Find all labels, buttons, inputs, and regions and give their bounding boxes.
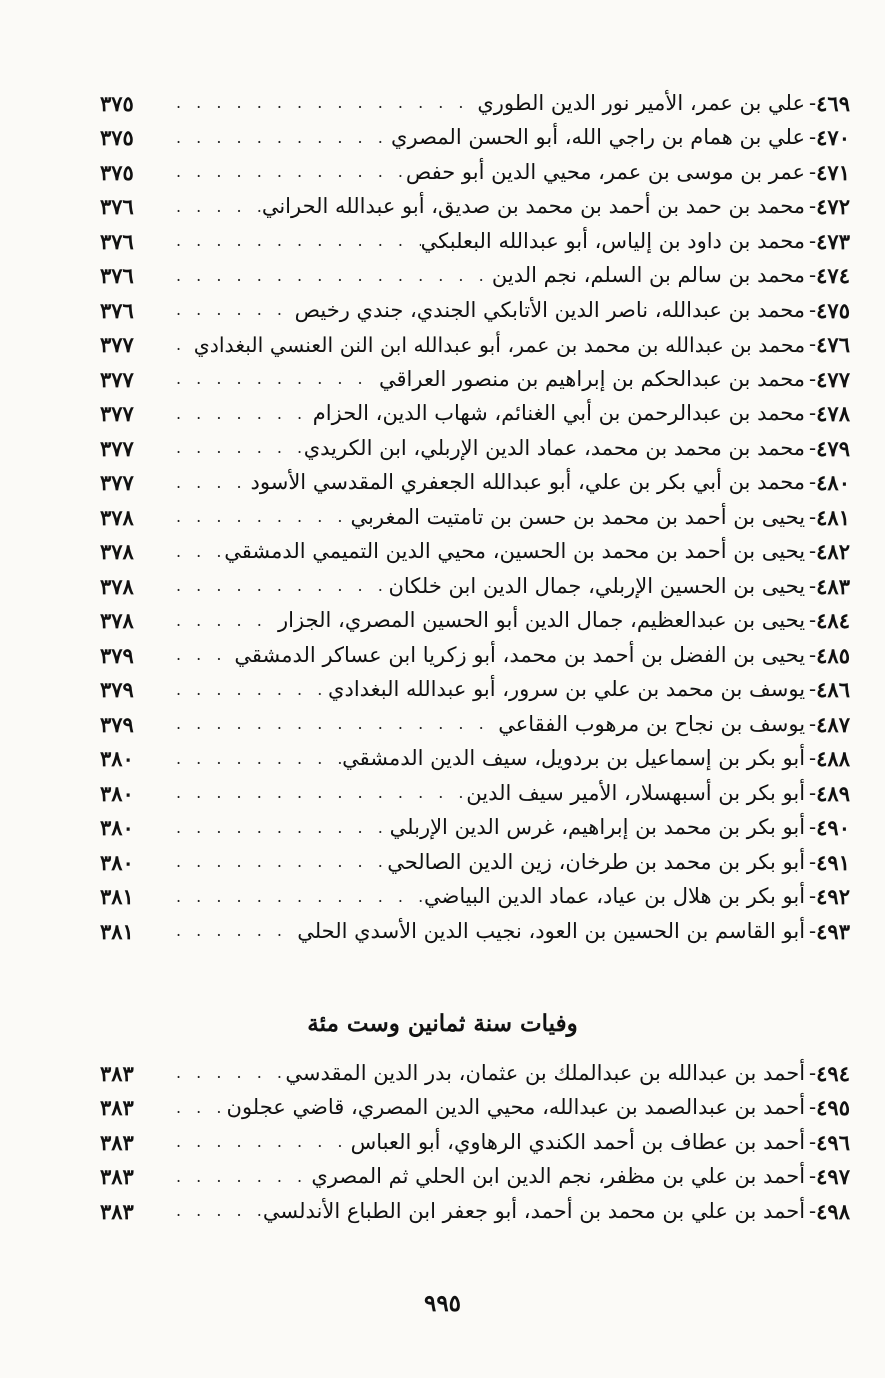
entry-number: ٤٨٨	[816, 746, 850, 772]
dot-leader	[170, 233, 421, 249]
dot-leader	[170, 475, 251, 491]
entry-title: أحمد بن عطاف بن أحمد الكندي الرهاوي، أبو العباس	[350, 1129, 806, 1154]
entry-dash: -	[809, 1164, 817, 1189]
entry-title: محمد بن عبدالحكم بن إبراهيم بن منصور العراقي	[379, 366, 806, 391]
entry-page-ref: ٣٧٩	[100, 677, 134, 703]
entry-page-ref: ٣٧٨	[100, 539, 134, 565]
entry-title: أحمد بن علي بن محمد بن أحمد، أبو جعفر ابن الطباع الأندلسي	[262, 1198, 806, 1223]
entry-title: محمد بن عبدالله، ناصر الدين الأتابكي الجندي، جندي رخيص	[294, 297, 806, 322]
toc-entry	[100, 293, 850, 328]
toc-entry	[100, 811, 850, 846]
toc-entry	[100, 86, 850, 121]
toc-entry	[100, 431, 850, 466]
dot-leader	[170, 164, 406, 180]
entry-title: علي بن همام بن راجي الله، أبو الحسن المصري	[391, 125, 806, 150]
entry-page-ref: ٣٨٠	[100, 746, 134, 772]
toc-entry	[100, 776, 850, 811]
entry-title: يحيى بن أحمد بن محمد بن الحسين، محيي الدين التميمي الدمشقي	[224, 539, 806, 564]
dot-leader	[170, 1065, 285, 1081]
entry-title: محمد بن حمد بن أحمد بن محمد بن صديق، أبو عبدالله الحراني	[261, 194, 806, 219]
entry-dash: -	[809, 125, 817, 150]
dot-leader	[170, 544, 224, 560]
dot-leader	[170, 1169, 311, 1185]
entry-page-ref: ٣٧٦	[100, 194, 134, 220]
entry-title: يوسف بن محمد بن علي بن سرور، أبو عبدالله البغدادي	[328, 677, 806, 702]
entry-page-ref: ٣٨١	[100, 918, 134, 944]
entry-page-ref: ٣٧٦	[100, 297, 134, 323]
entry-number: ٤٧١	[816, 159, 850, 185]
entry-page-ref: ٣٧٧	[100, 366, 134, 392]
toc-entry	[100, 1056, 850, 1091]
toc-entry	[100, 604, 850, 639]
entry-title: محمد بن أبي بكر بن علي، أبو عبدالله الجعفري المقدسي الأسود	[250, 470, 806, 495]
entry-title: محمد بن سالم بن السلم، نجم الدين	[491, 263, 806, 288]
entry-number: ٤٧٩	[816, 435, 850, 461]
entry-number: ٤٩٤	[816, 1060, 850, 1086]
entry-page-ref: ٣٧٥	[100, 159, 134, 185]
entry-page-ref: ٣٨٣	[100, 1198, 134, 1224]
entry-dash: -	[809, 194, 817, 219]
dot-leader	[170, 268, 492, 284]
dot-leader	[170, 509, 351, 525]
entry-number: ٤٨٣	[816, 573, 850, 599]
dot-leader	[170, 337, 194, 353]
entry-dash: -	[809, 401, 817, 426]
dot-leader	[170, 923, 297, 939]
dot-leader	[170, 1134, 351, 1150]
entry-dash: -	[809, 539, 817, 564]
entry-number: ٤٩٦	[816, 1129, 850, 1155]
entry-page-ref: ٣٧٧	[100, 401, 134, 427]
entry-title: أبو القاسم بن الحسين بن العود، نجيب الدين الأسدي الحلي	[297, 918, 806, 943]
entry-dash: -	[809, 608, 817, 633]
entry-title: يحيى بن أحمد بن محمد بن حسن بن تامتيت المغربي	[350, 504, 806, 529]
entry-number: ٤٨٦	[816, 677, 850, 703]
entry-title: أبو بكر بن هلال بن عياد، عماد الدين البياضي	[424, 884, 806, 909]
entry-dash: -	[809, 677, 817, 702]
toc-list-part1	[100, 86, 850, 949]
entry-dash: -	[809, 366, 817, 391]
dot-leader	[170, 130, 391, 146]
entry-title: يحيى بن عبدالعظيم، جمال الدين أبو الحسين المصري، الجزار	[278, 608, 806, 633]
dot-leader	[170, 785, 466, 801]
dot-leader	[170, 1100, 227, 1116]
entry-page-ref: ٣٨٠	[100, 780, 134, 806]
entry-page-ref: ٣٧٦	[100, 228, 134, 254]
toc-list-part2	[100, 1056, 850, 1229]
entry-page-ref: ٣٨٣	[100, 1164, 134, 1190]
entry-title: علي بن عمر، الأمير نور الدين الطوري	[477, 90, 806, 115]
entry-number: ٤٩٠	[816, 815, 850, 841]
entry-dash: -	[809, 159, 817, 184]
toc-entry	[100, 1091, 850, 1126]
dot-leader	[170, 578, 388, 594]
entry-dash: -	[809, 1060, 817, 1085]
entry-page-ref: ٣٨٠	[100, 849, 134, 875]
entry-page-ref: ٣٧٨	[100, 573, 134, 599]
toc-entry	[100, 707, 850, 742]
entry-number: ٤٩٢	[816, 884, 850, 910]
entry-number: ٤٧٥	[816, 297, 850, 323]
entry-title: أحمد بن علي بن مظفر، نجم الدين ابن الحلي ثم المصري	[311, 1164, 806, 1189]
entry-number: ٤٨٢	[816, 539, 850, 565]
dot-leader	[170, 854, 387, 870]
entry-title: أبو بكر بن أسبهسلار، الأمير سيف الدين	[466, 780, 806, 805]
entry-number: ٤٩٨	[816, 1198, 850, 1224]
entry-title: محمد بن عبدالرحمن بن أبي الغنائم، شهاب الدين، الحزام	[312, 401, 806, 426]
entry-page-ref: ٣٨١	[100, 884, 134, 910]
toc-entry	[100, 742, 850, 777]
entry-dash: -	[809, 263, 817, 288]
entry-title: عمر بن موسى بن عمر، محيي الدين أبو حفص	[405, 159, 806, 184]
dot-leader	[170, 716, 498, 732]
entry-title: محمد بن محمد بن محمد، عماد الدين الإربلي، ابن الكريدي	[303, 435, 806, 460]
entry-page-ref: ٣٧٧	[100, 435, 134, 461]
entry-dash: -	[809, 642, 817, 667]
entry-page-ref: ٣٨٠	[100, 815, 134, 841]
entry-number: ٤٨٠	[816, 470, 850, 496]
entry-title: محمد بن عبدالله بن محمد بن عمر، أبو عبدالله ابن النن العنسي البغدادي	[193, 332, 806, 357]
dot-leader	[170, 682, 328, 698]
entry-number: ٤٩١	[816, 849, 850, 875]
dot-leader	[170, 820, 390, 836]
entry-number: ٤٨٤	[816, 608, 850, 634]
entry-page-ref: ٣٨٣	[100, 1060, 134, 1086]
entry-page-ref: ٣٧٩	[100, 711, 134, 737]
entry-number: ٤٩٣	[816, 918, 850, 944]
entry-dash: -	[809, 815, 817, 840]
toc-entry	[100, 880, 850, 915]
dot-leader	[170, 751, 342, 767]
entry-page-ref: ٣٧٥	[100, 125, 134, 151]
entry-dash: -	[809, 884, 817, 909]
entry-page-ref: ٣٧٨	[100, 608, 134, 634]
entry-dash: -	[809, 780, 817, 805]
entry-title: محمد بن داود بن إلياس، أبو عبدالله البعلبكي	[420, 228, 806, 253]
dot-leader	[170, 889, 424, 905]
toc-entry	[100, 190, 850, 225]
entry-number: ٤٧٦	[816, 332, 850, 358]
toc-entry	[100, 328, 850, 363]
entry-dash: -	[809, 297, 817, 322]
entry-dash: -	[809, 228, 817, 253]
toc-entry	[100, 121, 850, 156]
entry-title: يحيى بن الفضل بن أحمد بن محمد، أبو زكريا ابن عساكر الدمشقي	[234, 642, 806, 667]
entry-number: ٤٨٧	[816, 711, 850, 737]
toc-entry	[100, 224, 850, 259]
entry-dash: -	[809, 504, 817, 529]
entry-page-ref: ٣٧٥	[100, 90, 134, 116]
entry-page-ref: ٣٧٨	[100, 504, 134, 530]
entry-dash: -	[809, 1198, 817, 1223]
dot-leader	[170, 1203, 263, 1219]
toc-entry	[100, 535, 850, 570]
entry-page-ref: ٣٧٩	[100, 642, 134, 668]
dot-leader	[170, 371, 379, 387]
toc-entry	[100, 259, 850, 294]
entry-number: ٤٨٩	[816, 780, 850, 806]
dot-leader	[170, 406, 313, 422]
entry-number: ٤٩٥	[816, 1095, 850, 1121]
entry-dash: -	[809, 470, 817, 495]
entry-page-ref: ٣٨٣	[100, 1129, 134, 1155]
entry-number: ٤٩٧	[816, 1164, 850, 1190]
toc-entry	[100, 569, 850, 604]
entry-page-ref: ٣٧٧	[100, 332, 134, 358]
entry-title: أبو بكر بن إسماعيل بن بردويل، سيف الدين الدمشقي	[342, 746, 806, 771]
entry-dash: -	[809, 849, 817, 874]
entry-number: ٤٧٣	[816, 228, 850, 254]
entry-dash: -	[809, 1095, 817, 1120]
dot-leader	[170, 440, 304, 456]
entry-number: ٤٨٥	[816, 642, 850, 668]
dot-leader	[170, 302, 295, 318]
entry-page-ref: ٣٧٧	[100, 470, 134, 496]
entry-title: أبو بكر بن محمد بن طرخان، زين الدين الصالحي	[387, 849, 806, 874]
entry-dash: -	[809, 573, 817, 598]
entry-number: ٤٧٤	[816, 263, 850, 289]
toc-entry	[100, 1194, 850, 1229]
toc-entry	[100, 638, 850, 673]
toc-entry	[100, 914, 850, 949]
entry-number: ٤٨١	[816, 504, 850, 530]
entry-title: أحمد بن عبدالصمد بن عبدالله، محيي الدين المصري، قاضي عجلون	[226, 1095, 806, 1120]
toc-entry	[100, 397, 850, 432]
entry-number: ٤٦٩	[816, 90, 850, 116]
entry-number: ٤٧٢	[816, 194, 850, 220]
entry-number: ٤٧٠	[816, 125, 850, 151]
entry-dash: -	[809, 1129, 817, 1154]
entry-title: أحمد بن عبدالله بن عبدالملك بن عثمان، بدر الدين المقدسي	[285, 1060, 806, 1085]
dot-leader	[170, 647, 234, 663]
entry-title: يحيى بن الحسين الإربلي، جمال الدين ابن خلكان	[388, 573, 806, 598]
entry-dash: -	[809, 332, 817, 357]
entry-dash: -	[809, 746, 817, 771]
dot-leader	[170, 613, 278, 629]
entry-number: ٤٧٨	[816, 401, 850, 427]
toc-entry	[100, 1125, 850, 1160]
dot-leader	[170, 95, 477, 111]
entry-dash: -	[809, 918, 817, 943]
entry-dash: -	[809, 711, 817, 736]
entry-dash: -	[809, 90, 817, 115]
toc-entry	[100, 466, 850, 501]
toc-entry	[100, 500, 850, 535]
entry-title: يوسف بن نجاح بن مرهوب الفقاعي	[498, 711, 806, 736]
entry-page-ref: ٣٨٣	[100, 1095, 134, 1121]
toc-entry	[100, 845, 850, 880]
dot-leader	[170, 199, 262, 215]
toc-entry	[100, 155, 850, 190]
page-number: ٩٩٥	[423, 1290, 462, 1317]
toc-entry	[100, 1160, 850, 1195]
entry-dash: -	[809, 435, 817, 460]
toc-entry	[100, 673, 850, 708]
entry-page-ref: ٣٧٦	[100, 263, 134, 289]
toc-entry	[100, 362, 850, 397]
entry-title: أبو بكر بن محمد بن إبراهيم، غرس الدين الإربلي	[389, 815, 806, 840]
entry-number: ٤٧٧	[816, 366, 850, 392]
section-heading: وفيات سنة ثمانين وست مئة	[307, 1010, 578, 1037]
